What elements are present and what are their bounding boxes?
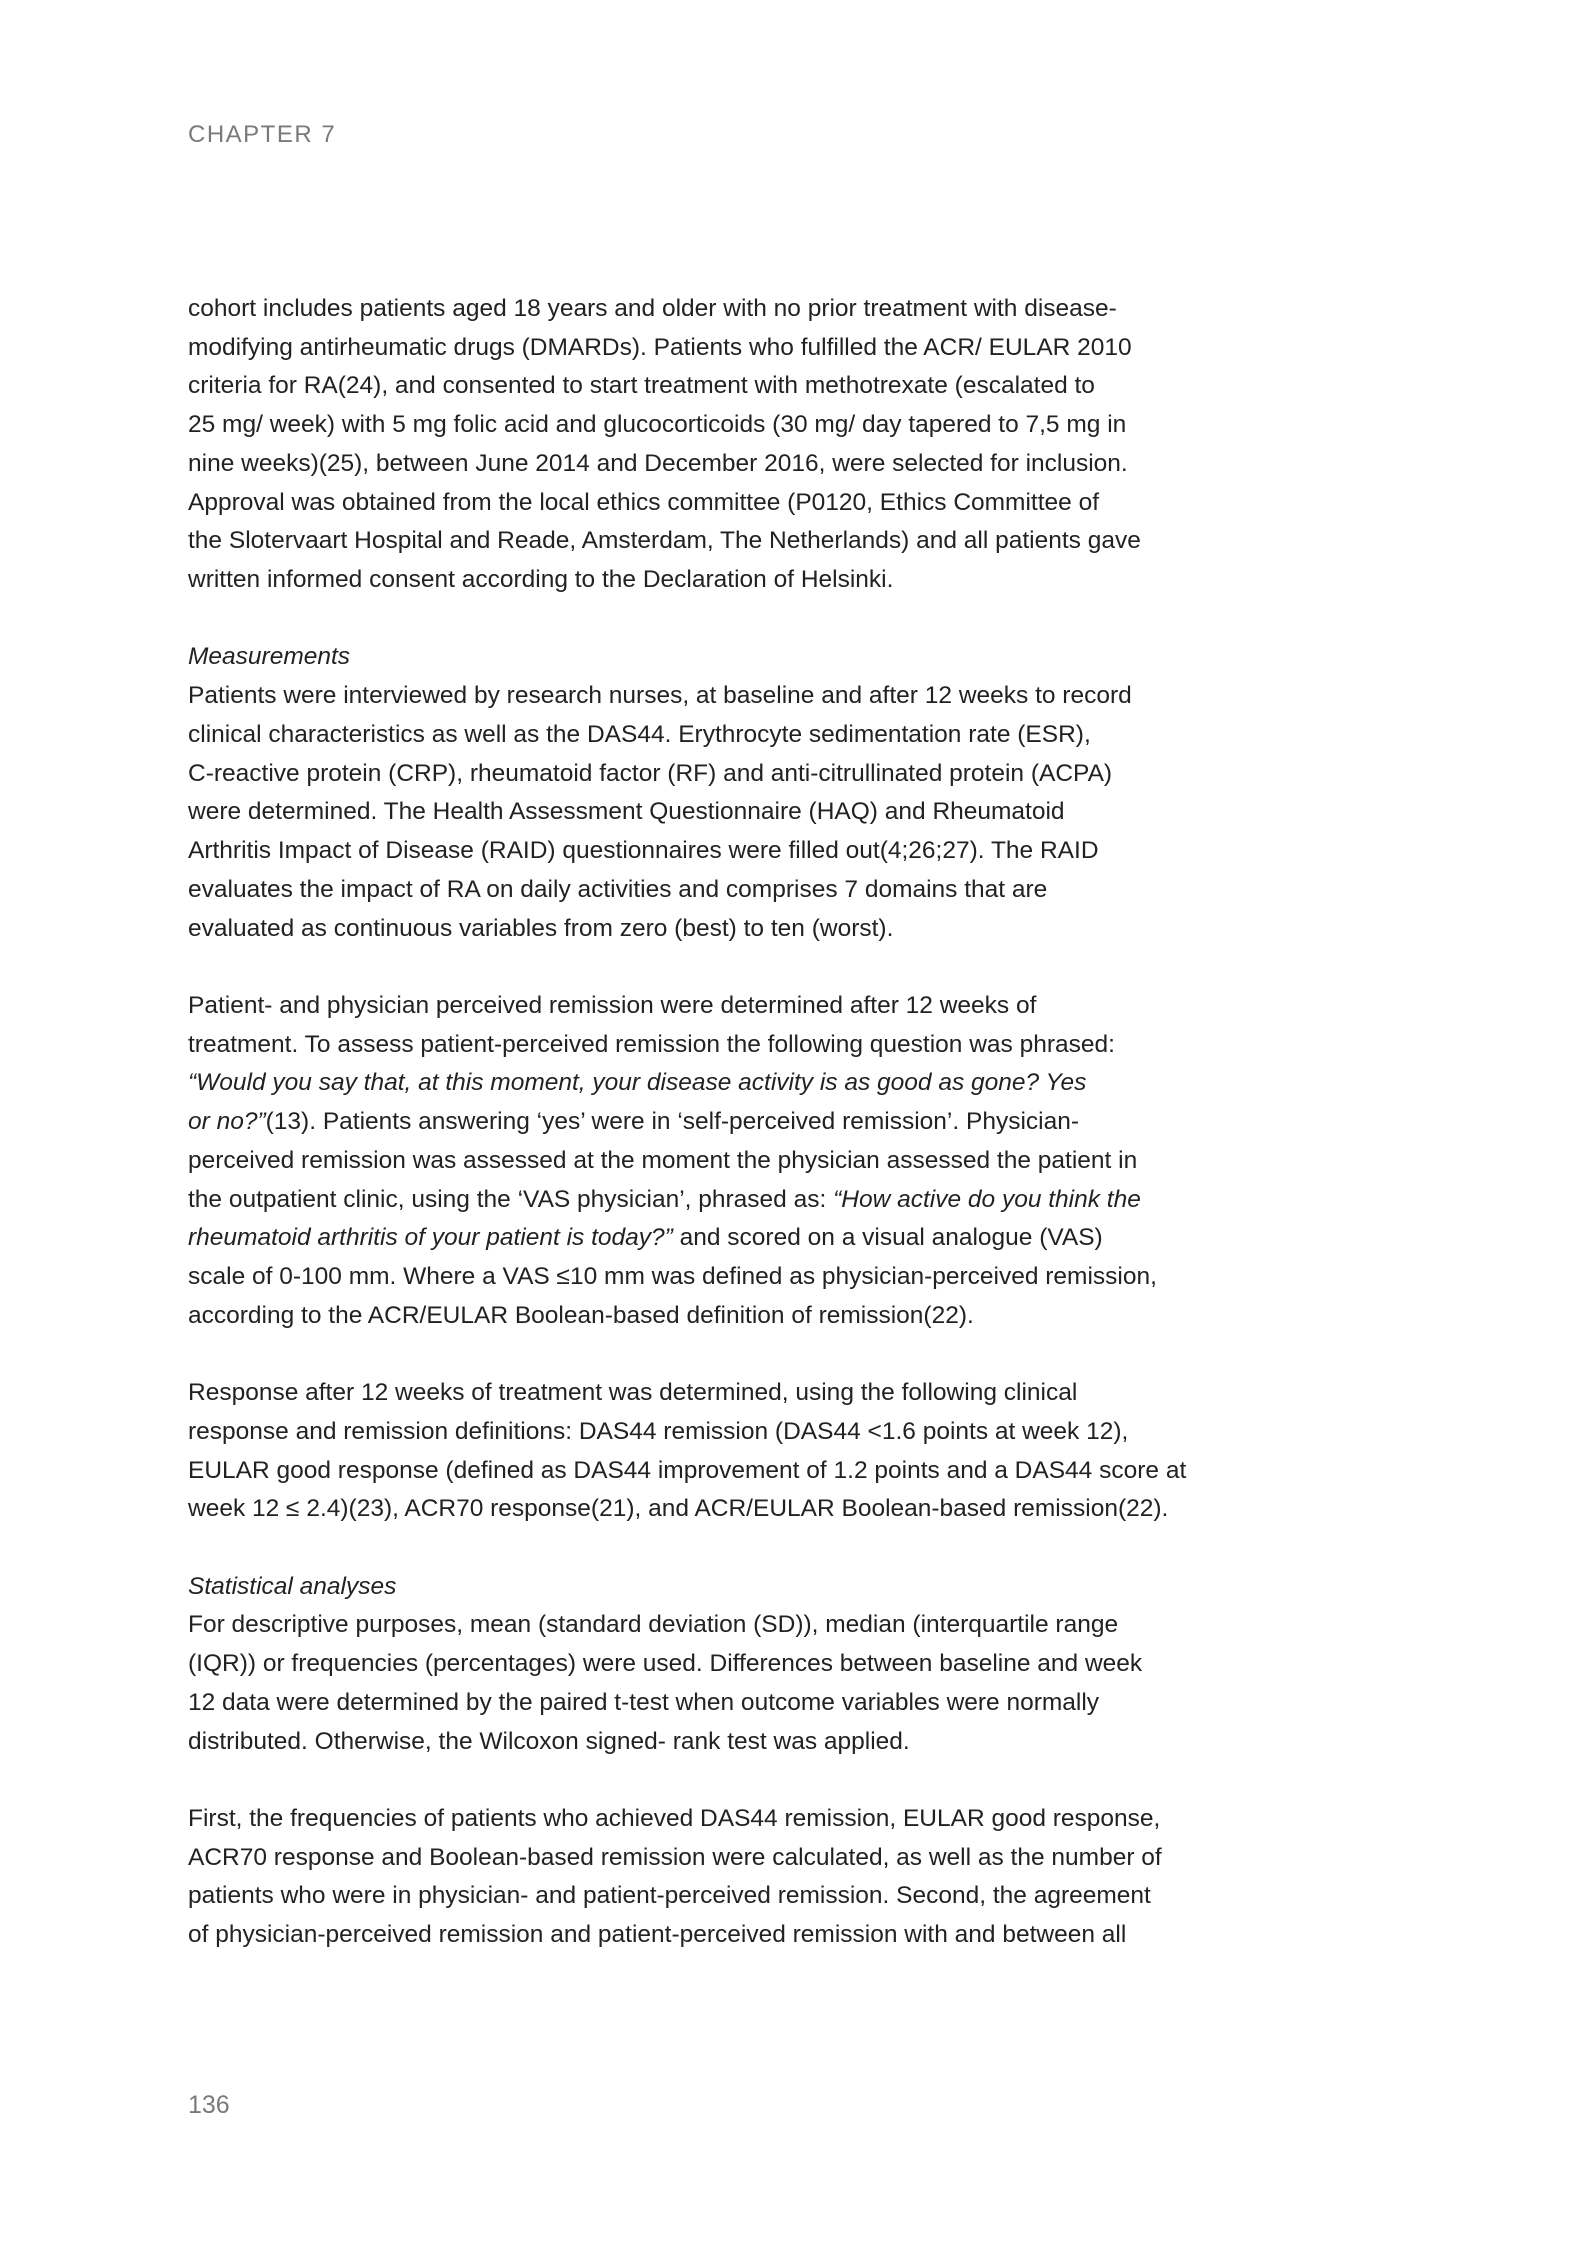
text-line: evaluates the impact of RA on daily activities and comprises 7 domains that are [188,875,1048,903]
text-line: week 12 ≤ 2.4)(23), ACR70 response(21), and ACR/EULAR Boolean-based remission(22). [188,1495,1169,1523]
paragraph-measurements [188,677,1405,948]
text-line [188,1219,1405,1258]
paragraph-spacer [188,1335,1405,1374]
page-number: 136 [188,2091,230,2119]
text-line: Arthritis Impact of Disease (RAID) questionnaires were filled out(4;26;27). The RAID [188,837,1099,865]
text-line: evaluated as continuous variables from zero (best) to ten (worst). [188,914,894,942]
paragraph-cohort [188,290,1405,600]
text-line: ACR70 response and Boolean-based remission were calculated, as well as the number of [188,1843,1162,1871]
text-line: 12 data were determined by the paired t-test when outcome variables were normally [188,1688,1100,1716]
text-line: were determined. The Health Assessment Questionnaire (HAQ) and Rheumatoid [188,798,1065,826]
text-line: First, the frequencies of patients who achieved DAS44 remission, EULAR good response, [188,1805,1161,1833]
text-line: the Slotervaart Hospital and Reade, Amsterdam, The Netherlands) and all patients gave [188,527,1141,555]
text-line: treatment. To assess patient-perceived remission the following question was phrased: [188,1030,1115,1058]
paragraph-spacer [188,948,1405,987]
text-line: C-reactive protein (CRP), rheumatoid factor (RF) and anti-citrullinated protein (ACPA) [188,759,1113,787]
text-line: 25 mg/ week) with 5 mg folic acid and glucocorticoids (30 mg/ day tapered to 7,5 mg in [188,411,1127,439]
text-line: Patients were interviewed by research nurses, at baseline and after 12 weeks to record [188,682,1132,710]
text-line: criteria for RA(24), and consented to start treatment with methotrexate (escalated to [188,372,1095,400]
text-line [188,1103,1405,1142]
paragraph-frequencies [188,1800,1405,1955]
text-line: EULAR good response (defined as DAS44 improvement of 1.2 points and a DAS44 score at [188,1456,1187,1484]
paragraph-spacer [188,1761,1405,1800]
section-heading-statistical-analyses: Statistical analyses [188,1572,397,1600]
body-text [188,290,1405,1955]
text-line: cohort includes patients aged 18 years and older with no prior treatment with disease- [188,295,1117,322]
paragraph-spacer [188,1529,1405,1568]
text-line: of physician-perceived remission and patient-perceived remission with and between all [188,1921,1127,1949]
text-line: response and remission definitions: DAS44 remission (DAS44 <1.6 points at week 12), [188,1417,1129,1445]
text-line: clinical characteristics as well as the DAS44. Erythrocyte sedimentation rate (ESR), [188,720,1091,748]
text-line: written informed consent according to the Declaration of Helsinki. [188,566,894,594]
paragraph-response [188,1374,1405,1529]
text-line: perceived remission was assessed at the moment the physician assessed the patient in [188,1146,1138,1174]
text-line [188,1181,1405,1220]
text-line: scale of 0-100 mm. Where a VAS ≤10 mm was defined as physician-perceived remission, [188,1262,1157,1290]
text-span: and scored on a visual analogue (VAS) [672,1224,1103,1252]
text-line: Patient- and physician perceived remission were determined after 12 weeks of [188,991,1037,1019]
text-line: (IQR)) or frequencies (percentages) were used. Differences between baseline and week [188,1650,1143,1678]
text-line: according to the ACR/EULAR Boolean-based definition of remission(22). [188,1301,974,1329]
patient-question-quote: “Would you say that, at this moment, your disease activity is as good as gone? Yes [188,1069,1087,1097]
running-head: CHAPTER 7 [188,121,337,148]
paragraph-perceived-remission [188,987,1405,1335]
text-line: patients who were in physician- and patient-perceived remission. Second, the agreement [188,1882,1151,1910]
patient-question-quote-end: or no?” [188,1108,266,1136]
text-span: (13). Patients answering ‘yes’ were in ‘self-perceived remission’. Physician- [265,1108,1079,1136]
paragraph-descriptive [188,1606,1405,1761]
section-heading-measurements: Measurements [188,643,351,671]
text-line: nine weeks)(25), between June 2014 and December 2016, were selected for inclusion. [188,449,1128,477]
text-line: distributed. Otherwise, the Wilcoxon signed- rank test was applied. [188,1727,910,1755]
physician-question-quote: “How active do you think the [833,1185,1141,1213]
text-line: For descriptive purposes, mean (standard deviation (SD)), median (interquartile range [188,1611,1119,1639]
text-line: modifying antirheumatic drugs (DMARDs). Patients who fulfilled the ACR/ EULAR 2010 [188,333,1132,361]
text-line: Response after 12 weeks of treatment was determined, using the following clinical [188,1379,1078,1407]
text-span: the outpatient clinic, using the ‘VAS physician’, phrased as: [188,1185,834,1213]
text-line: Approval was obtained from the local ethics committee (P0120, Ethics Committee of [188,488,1099,516]
physician-question-quote-end: rheumatoid arthritis of your patient is today?” [188,1224,673,1252]
paragraph-spacer [188,600,1405,639]
